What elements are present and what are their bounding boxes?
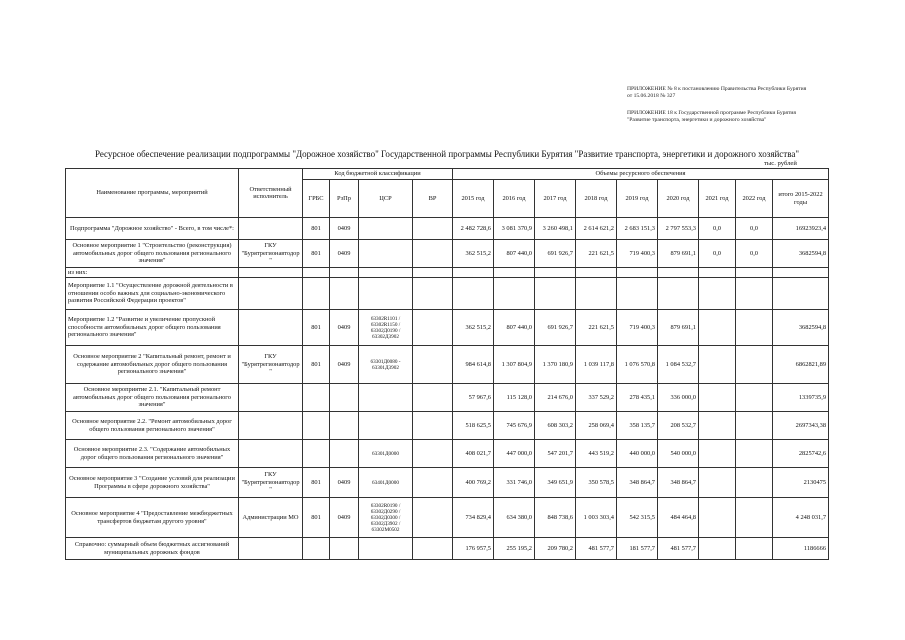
value-cell: 547 201,7 bbox=[535, 440, 576, 468]
value-cell bbox=[736, 310, 773, 346]
executor-cell bbox=[239, 310, 303, 346]
value-cell: 3 260 498,1 bbox=[535, 218, 576, 240]
value-cell: 542 315,5 bbox=[617, 498, 658, 538]
program-name-cell: Основное мероприятие 2.2. "Ремонт автомобильных дорог общего пользования регионального значения" bbox=[66, 412, 239, 440]
value-cell: 0,0 bbox=[699, 218, 736, 240]
value-cell: 221 621,5 bbox=[576, 240, 617, 268]
program-name-cell: Основное мероприятие 2.3. "Содержание автомобильных дорог общего пользования регионального значения" bbox=[66, 440, 239, 468]
value-cell: 1 076 570,8 bbox=[617, 346, 658, 384]
value-cell bbox=[576, 268, 617, 278]
vr-cell bbox=[413, 240, 453, 268]
vr-cell bbox=[413, 538, 453, 560]
program-name-cell: из них: bbox=[66, 268, 239, 278]
value-cell bbox=[494, 268, 535, 278]
col-header-year: 2022 год bbox=[736, 180, 773, 218]
col-header-rzpr: РзПр bbox=[330, 180, 359, 218]
rzpr-cell: 0409 bbox=[330, 218, 359, 240]
value-cell: 2 614 621,2 bbox=[576, 218, 617, 240]
value-cell: 400 769,2 bbox=[453, 468, 494, 498]
header-line: от 15.06.2018 № 327 bbox=[627, 93, 676, 99]
table-row bbox=[66, 498, 829, 538]
value-cell: 484 464,8 bbox=[658, 498, 699, 538]
col-header-executor: Ответственный исполнитель bbox=[239, 169, 303, 218]
grbs-cell bbox=[303, 440, 330, 468]
value-cell bbox=[699, 268, 736, 278]
vr-cell bbox=[413, 310, 453, 346]
table-row bbox=[66, 240, 829, 268]
table-row bbox=[66, 384, 829, 412]
col-header-year: 2015 год bbox=[453, 180, 494, 218]
table-row bbox=[66, 468, 829, 498]
csr-cell: 63401Д0000 bbox=[359, 468, 413, 498]
grbs-cell: 801 bbox=[303, 468, 330, 498]
group-header-budget-code: Код бюджетной классификации bbox=[303, 169, 453, 180]
group-header-volumes: Объемы ресурсного обеспечения bbox=[453, 169, 829, 180]
rzpr-cell: 0409 bbox=[330, 468, 359, 498]
total-cell: 1186666 bbox=[773, 538, 829, 560]
value-cell bbox=[699, 538, 736, 560]
value-cell: 848 738,6 bbox=[535, 498, 576, 538]
grbs-cell: 801 bbox=[303, 346, 330, 384]
value-cell bbox=[736, 440, 773, 468]
value-cell bbox=[617, 278, 658, 310]
program-name-cell: Основное мероприятие 2 "Капитальный ремонт, ремонт и содержание автомобильных дорог общего пользования регионального значения" bbox=[66, 346, 239, 384]
table-row bbox=[66, 412, 829, 440]
value-cell: 879 691,1 bbox=[658, 310, 699, 346]
rzpr-cell bbox=[330, 278, 359, 310]
executor-cell bbox=[239, 384, 303, 412]
grbs-cell: 801 bbox=[303, 240, 330, 268]
col-header-year: 2021 год bbox=[699, 180, 736, 218]
value-cell: 2 797 553,3 bbox=[658, 218, 699, 240]
rzpr-cell: 0409 bbox=[330, 498, 359, 538]
value-cell bbox=[494, 278, 535, 310]
csr-cell: 63302R1101 / 63302R1150 / 63302Д0190 / 63302Д3902 bbox=[359, 310, 413, 346]
grbs-cell bbox=[303, 538, 330, 560]
value-cell: 518 625,5 bbox=[453, 412, 494, 440]
executor-cell bbox=[239, 440, 303, 468]
csr-cell bbox=[359, 240, 413, 268]
total-cell: 16923923,4 bbox=[773, 218, 829, 240]
value-cell: 1 370 180,9 bbox=[535, 346, 576, 384]
value-cell: 443 519,2 bbox=[576, 440, 617, 468]
total-cell: 2825742,6 bbox=[773, 440, 829, 468]
col-header-year: 2018 год bbox=[576, 180, 617, 218]
resource-table bbox=[65, 168, 829, 560]
approval-header-decree bbox=[627, 86, 806, 100]
csr-cell bbox=[359, 384, 413, 412]
executor-cell: ГКУ "Бурятрегионавтодор" bbox=[239, 468, 303, 498]
value-cell bbox=[699, 498, 736, 538]
table-row bbox=[66, 538, 829, 560]
value-cell bbox=[699, 440, 736, 468]
value-cell: 358 135,7 bbox=[617, 412, 658, 440]
total-cell: 6862821,89 bbox=[773, 346, 829, 384]
rzpr-cell bbox=[330, 538, 359, 560]
col-header-year: 2017 год bbox=[535, 180, 576, 218]
value-cell: 255 195,2 bbox=[494, 538, 535, 560]
value-cell: 348 864,7 bbox=[617, 468, 658, 498]
vr-cell bbox=[413, 268, 453, 278]
value-cell bbox=[736, 468, 773, 498]
total-cell bbox=[773, 278, 829, 310]
header-line: "Развитие транспорта, энергетики и дорожного хозяйства" bbox=[627, 117, 767, 123]
rzpr-cell bbox=[330, 440, 359, 468]
value-cell: 540 000,0 bbox=[658, 440, 699, 468]
value-cell bbox=[736, 412, 773, 440]
total-cell: 2130475 bbox=[773, 468, 829, 498]
value-cell: 362 515,2 bbox=[453, 310, 494, 346]
value-cell bbox=[453, 278, 494, 310]
program-name-cell: Справочно: суммарный объем бюджетных ассигнований муниципальных дорожных фондов bbox=[66, 538, 239, 560]
value-cell: 209 780,2 bbox=[535, 538, 576, 560]
grbs-cell bbox=[303, 412, 330, 440]
value-cell: 1 307 804,9 bbox=[494, 346, 535, 384]
value-cell: 336 000,0 bbox=[658, 384, 699, 412]
rzpr-cell: 0409 bbox=[330, 346, 359, 384]
value-cell: 1 039 117,8 bbox=[576, 346, 617, 384]
value-cell: 362 515,2 bbox=[453, 240, 494, 268]
rzpr-cell: 0409 bbox=[330, 240, 359, 268]
csr-cell bbox=[359, 538, 413, 560]
table-row bbox=[66, 218, 829, 240]
value-cell: 1 003 303,4 bbox=[576, 498, 617, 538]
value-cell: 348 864,7 bbox=[658, 468, 699, 498]
approval-header-program bbox=[627, 110, 796, 124]
value-cell: 181 577,7 bbox=[617, 538, 658, 560]
col-header-year: 2020 год bbox=[658, 180, 699, 218]
executor-cell: Администрации МО bbox=[239, 498, 303, 538]
value-cell: 440 000,0 bbox=[617, 440, 658, 468]
executor-cell bbox=[239, 412, 303, 440]
value-cell bbox=[699, 278, 736, 310]
value-cell: 745 676,9 bbox=[494, 412, 535, 440]
csr-cell bbox=[359, 278, 413, 310]
value-cell: 608 303,2 bbox=[535, 412, 576, 440]
value-cell bbox=[736, 268, 773, 278]
total-cell: 4 248 031,7 bbox=[773, 498, 829, 538]
csr-cell: 63301Д0080 - 63301Д3902 bbox=[359, 346, 413, 384]
grbs-cell: 801 bbox=[303, 218, 330, 240]
value-cell bbox=[736, 538, 773, 560]
grbs-cell: 801 bbox=[303, 310, 330, 346]
vr-cell bbox=[413, 440, 453, 468]
csr-cell: 63302R0190 / 63302Д0290 / 63302Д0300 / 63302Д3902 / 63302М0502 bbox=[359, 498, 413, 538]
value-cell: 221 621,5 bbox=[576, 310, 617, 346]
program-name-cell: Основное мероприятие 4 "Предоставление межбюджетных трансфертов бюджетам другого уровня" bbox=[66, 498, 239, 538]
vr-cell bbox=[413, 218, 453, 240]
total-cell: 3682594,8 bbox=[773, 240, 829, 268]
value-cell: 719 400,3 bbox=[617, 310, 658, 346]
value-cell: 214 676,0 bbox=[535, 384, 576, 412]
value-cell: 447 000,0 bbox=[494, 440, 535, 468]
grbs-cell: 801 bbox=[303, 498, 330, 538]
col-header-total: итого 2015-2022 годы bbox=[773, 180, 829, 218]
value-cell: 408 021,7 bbox=[453, 440, 494, 468]
total-cell bbox=[773, 268, 829, 278]
value-cell bbox=[699, 412, 736, 440]
value-cell: 2 482 728,6 bbox=[453, 218, 494, 240]
value-cell bbox=[576, 278, 617, 310]
rzpr-cell bbox=[330, 412, 359, 440]
value-cell: 0,0 bbox=[699, 240, 736, 268]
total-cell: 1339735,9 bbox=[773, 384, 829, 412]
header-line: ПРИЛОЖЕНИЕ 18 к Государственной программе Республики Бурятия bbox=[627, 110, 796, 116]
csr-cell bbox=[359, 268, 413, 278]
table-row bbox=[66, 268, 829, 278]
value-cell: 481 577,7 bbox=[576, 538, 617, 560]
program-name-cell: Основное мероприятие 2.1. "Капитальный ремонт автомобильных дорог общего пользования регионального значения" bbox=[66, 384, 239, 412]
value-cell: 278 435,1 bbox=[617, 384, 658, 412]
document-title: Ресурсное обеспечение реализации подпрограммы "Дорожное хозяйство" Государственной программы Республики Бурятия "Развитие транспорта, энергетики и дорожного хозяйства" bbox=[94, 149, 800, 159]
executor-cell bbox=[239, 538, 303, 560]
value-cell: 176 957,5 bbox=[453, 538, 494, 560]
value-cell: 337 529,2 bbox=[576, 384, 617, 412]
csr-cell bbox=[359, 412, 413, 440]
value-cell bbox=[658, 278, 699, 310]
value-cell: 984 614,8 bbox=[453, 346, 494, 384]
value-cell: 115 128,0 bbox=[494, 384, 535, 412]
value-cell: 258 069,4 bbox=[576, 412, 617, 440]
program-name-cell: Мероприятие 1.1 "Осуществление дорожной деятельности в отношении особо важных для социально-экономического развития Российской Федерации проектов" bbox=[66, 278, 239, 310]
grbs-cell bbox=[303, 384, 330, 412]
value-cell: 2 683 151,3 bbox=[617, 218, 658, 240]
grbs-cell bbox=[303, 278, 330, 310]
csr-cell: 63301Д0000 bbox=[359, 440, 413, 468]
col-header-name: Наименование программы, мероприятий bbox=[66, 169, 239, 218]
col-header-year: 2019 год bbox=[617, 180, 658, 218]
vr-cell bbox=[413, 384, 453, 412]
program-name-cell: Основное мероприятие 3 "Создание условий для реализации Программы в сфере дорожного хозяйства" bbox=[66, 468, 239, 498]
value-cell: 0,0 bbox=[736, 218, 773, 240]
value-cell: 879 691,1 bbox=[658, 240, 699, 268]
value-cell bbox=[699, 310, 736, 346]
executor-cell: ГКУ "Бурятрегионавтодор" bbox=[239, 240, 303, 268]
value-cell bbox=[617, 268, 658, 278]
value-cell: 1 084 532,7 bbox=[658, 346, 699, 384]
units-label: тыс. рублей bbox=[764, 160, 797, 167]
value-cell bbox=[699, 346, 736, 384]
executor-cell bbox=[239, 278, 303, 310]
table-row bbox=[66, 310, 829, 346]
csr-cell bbox=[359, 218, 413, 240]
table-row bbox=[66, 278, 829, 310]
value-cell: 719 400,3 bbox=[617, 240, 658, 268]
value-cell: 349 651,9 bbox=[535, 468, 576, 498]
value-cell: 807 440,0 bbox=[494, 310, 535, 346]
table-row bbox=[66, 346, 829, 384]
rzpr-cell: 0409 bbox=[330, 310, 359, 346]
rzpr-cell bbox=[330, 384, 359, 412]
value-cell: 350 578,5 bbox=[576, 468, 617, 498]
grbs-cell bbox=[303, 268, 330, 278]
value-cell bbox=[736, 384, 773, 412]
value-cell bbox=[535, 268, 576, 278]
value-cell bbox=[658, 268, 699, 278]
value-cell: 691 926,7 bbox=[535, 240, 576, 268]
value-cell bbox=[699, 384, 736, 412]
value-cell bbox=[736, 498, 773, 538]
total-cell: 3682594,8 bbox=[773, 310, 829, 346]
col-header-grbs: ГРБС bbox=[303, 180, 330, 218]
vr-cell bbox=[413, 498, 453, 538]
value-cell bbox=[736, 346, 773, 384]
value-cell bbox=[736, 278, 773, 310]
total-cell: 2697343,38 bbox=[773, 412, 829, 440]
col-header-csr: ЦСР bbox=[359, 180, 413, 218]
rzpr-cell bbox=[330, 268, 359, 278]
program-name-cell: Подпрограмма "Дорожное хозяйство" - Всего, в том числе*: bbox=[66, 218, 239, 240]
vr-cell bbox=[413, 468, 453, 498]
value-cell bbox=[699, 468, 736, 498]
executor-cell: ГКУ "Бурятрегионавтодор" bbox=[239, 346, 303, 384]
executor-cell bbox=[239, 218, 303, 240]
executor-cell bbox=[239, 268, 303, 278]
value-cell: 481 577,7 bbox=[658, 538, 699, 560]
value-cell: 57 967,6 bbox=[453, 384, 494, 412]
vr-cell bbox=[413, 346, 453, 384]
value-cell: 3 081 370,9 bbox=[494, 218, 535, 240]
program-name-cell: Основное мероприятие 1 "Строительство (реконструкция) автомобильных дорог общего пользования регионального значения" bbox=[66, 240, 239, 268]
vr-cell bbox=[413, 278, 453, 310]
value-cell: 634 380,0 bbox=[494, 498, 535, 538]
value-cell bbox=[453, 268, 494, 278]
value-cell: 208 532,7 bbox=[658, 412, 699, 440]
value-cell: 0,0 bbox=[736, 240, 773, 268]
value-cell bbox=[535, 278, 576, 310]
value-cell: 331 746,0 bbox=[494, 468, 535, 498]
col-header-year: 2016 год bbox=[494, 180, 535, 218]
value-cell: 807 440,0 bbox=[494, 240, 535, 268]
table-row bbox=[66, 440, 829, 468]
program-name-cell: Мероприятие 1.2 "Развитие и увеличение пропускной способности автомобильных дорог общего пользования регионального значения" bbox=[66, 310, 239, 346]
col-header-vr: ВР bbox=[413, 180, 453, 218]
value-cell: 734 829,4 bbox=[453, 498, 494, 538]
vr-cell bbox=[413, 412, 453, 440]
header-line: ПРИЛОЖЕНИЕ № 8 к постановлению Правительства Республики Бурятия bbox=[627, 86, 807, 92]
value-cell: 691 926,7 bbox=[535, 310, 576, 346]
